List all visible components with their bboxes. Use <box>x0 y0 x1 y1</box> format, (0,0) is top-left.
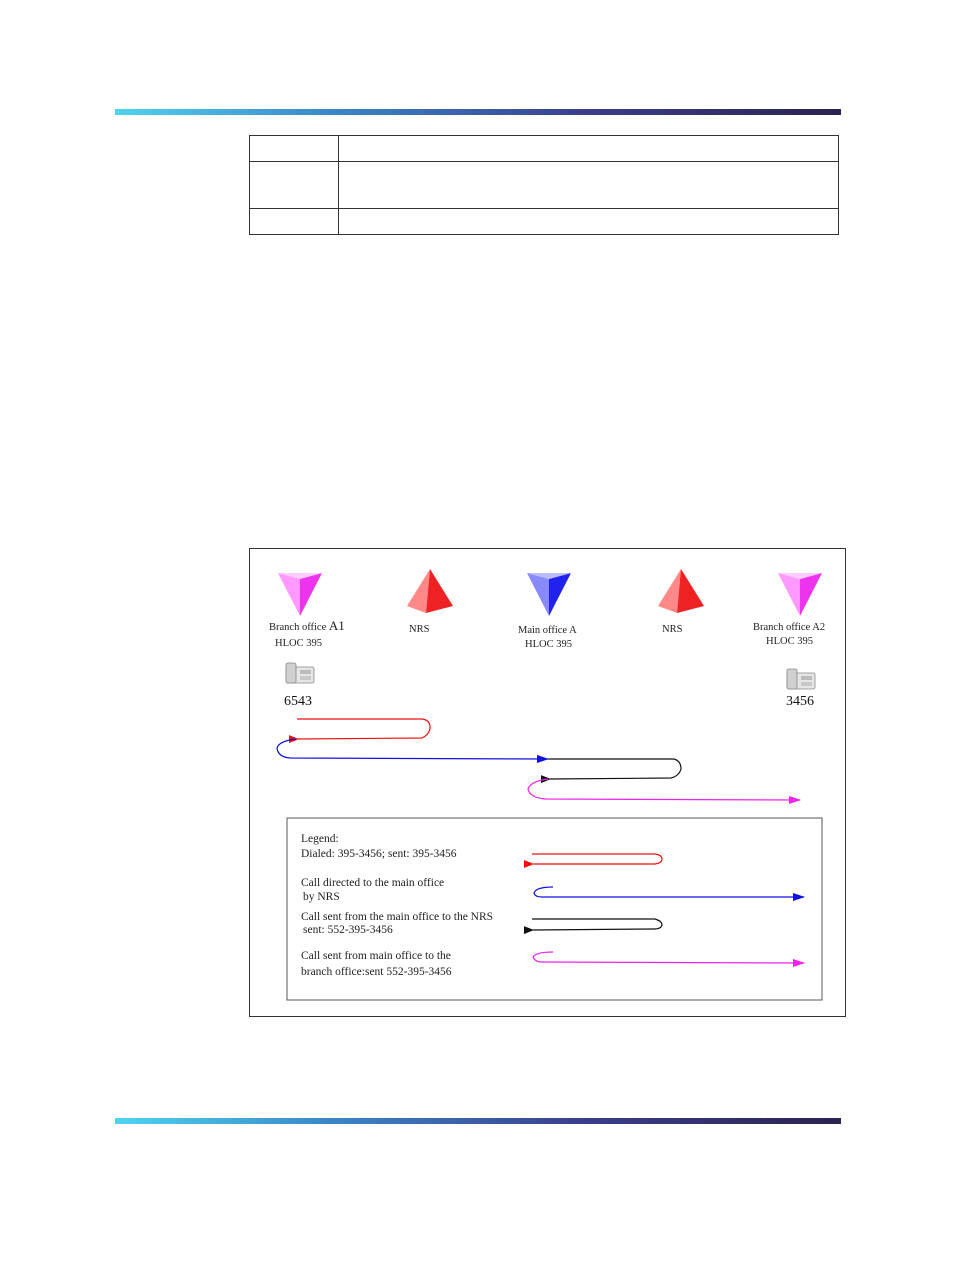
telephone-icon <box>286 663 314 683</box>
legend-title: Legend: <box>301 833 339 845</box>
table-cell <box>339 209 839 235</box>
table-cell <box>250 209 339 235</box>
pink-call-path <box>528 779 800 800</box>
legend-entry-4-line1: Call sent from main office to the <box>301 950 451 962</box>
call-flow-diagram-svg <box>250 549 847 1018</box>
top-rule-bar <box>115 109 841 115</box>
legend-entry-2-line2: by NRS <box>303 891 340 903</box>
main-office-a-label: Main office A <box>518 625 577 636</box>
phone-6543 <box>284 663 314 709</box>
table-cell <box>250 162 339 209</box>
main-office-a-hloc: HLOC 395 <box>525 639 572 650</box>
table-cell <box>339 162 839 209</box>
phone-6543-number: 6543 <box>284 694 312 709</box>
telephone-icon <box>787 669 815 689</box>
branch-office-a2-label: Branch office A2 <box>753 622 826 633</box>
legend-entry-2-line1: Call directed to the main office <box>301 877 445 889</box>
table-row <box>250 162 839 209</box>
phone-3456 <box>786 669 815 709</box>
blue-call-path <box>277 739 548 759</box>
legend-entry-1-text: Dialed: 395-3456; sent: 395-3456 <box>301 848 457 860</box>
branch-office-a1-node <box>269 573 345 649</box>
legend-entry-4-line2: branch office:sent 552-395-3456 <box>301 966 452 978</box>
red-call-path <box>297 719 430 739</box>
nrs-1-label: NRS <box>409 624 430 635</box>
branch-office-a1-hloc: HLOC 395 <box>275 638 322 649</box>
legend <box>287 818 822 1000</box>
table-cell <box>339 136 839 162</box>
header-table <box>249 135 839 235</box>
legend-entry-3-line2: sent: 552-395-3456 <box>303 924 393 936</box>
table-row <box>250 136 839 162</box>
bottom-rule-bar <box>115 1118 841 1124</box>
nrs-2-label: NRS <box>662 624 683 635</box>
branch-office-a2-node <box>753 573 825 647</box>
main-office-a-node <box>518 573 577 650</box>
legend-entry-3-line1: Call sent from the main office to the NRS <box>301 911 494 923</box>
call-flow-diagram <box>249 548 846 1017</box>
nrs-2-node <box>658 569 704 635</box>
branch-office-a1-label: Branch office A1 <box>269 618 345 633</box>
table-row <box>250 209 839 235</box>
table-cell <box>250 136 339 162</box>
black-call-path <box>548 759 681 779</box>
nrs-1-node <box>407 569 453 635</box>
phone-3456-number: 3456 <box>786 694 814 709</box>
branch-office-a2-hloc: HLOC 395 <box>766 636 813 647</box>
